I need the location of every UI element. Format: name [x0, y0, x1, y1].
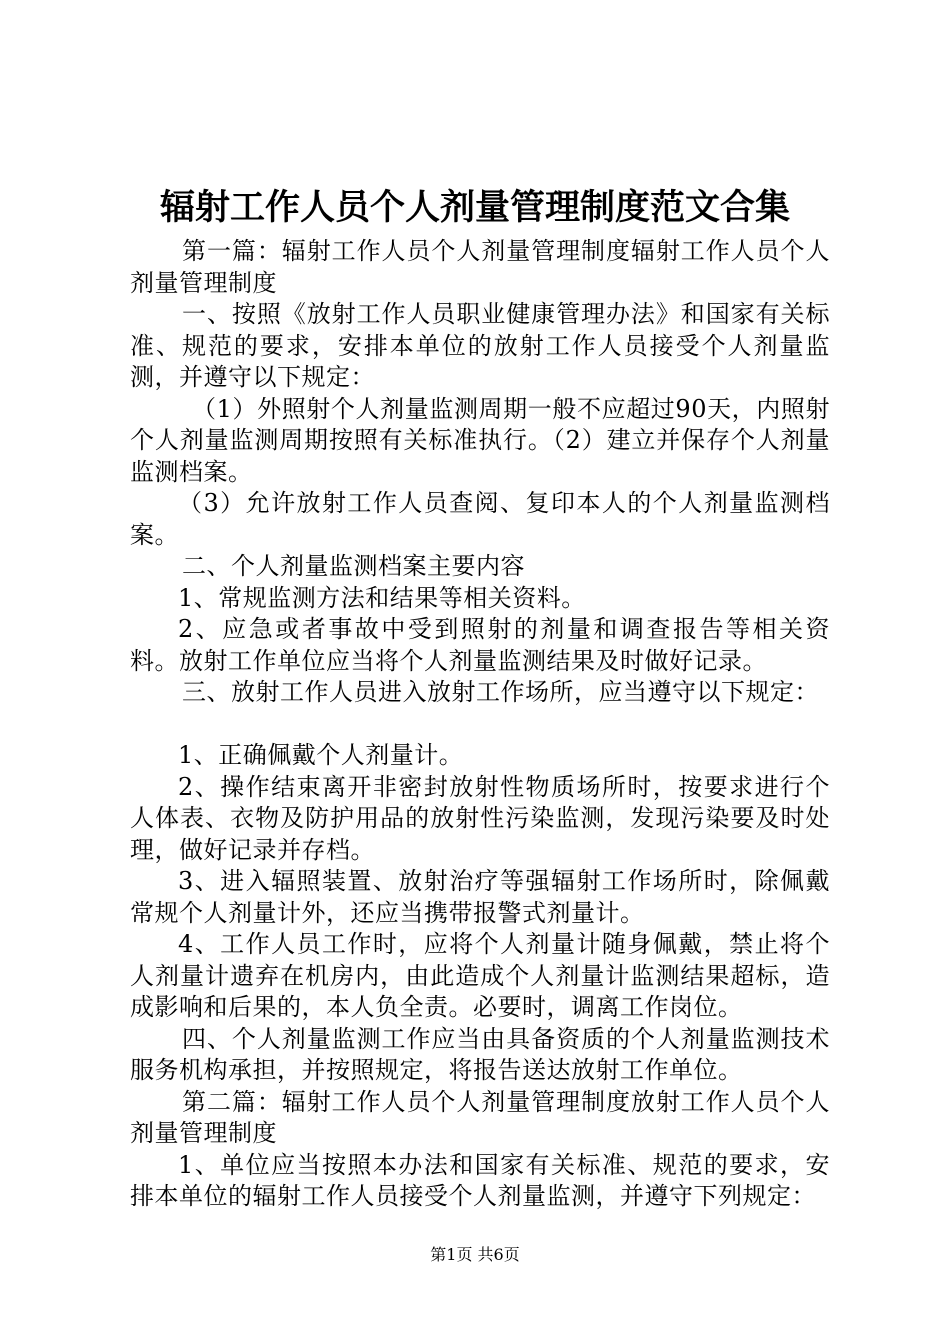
- paragraph-part-two-heading: 第二篇：辐射工作人员个人剂量管理制度放射工作人员个人剂量管理制度: [130, 1087, 830, 1147]
- paragraph-section-two: 二、个人剂量监测档案主要内容: [182, 552, 525, 580]
- paragraph-section-three: 三、放射工作人员进入放射工作场所，应当遵守以下规定：: [182, 678, 819, 706]
- paragraph-section-two-item-1: 1、常规监测方法和结果等相关资料。: [178, 583, 586, 612]
- paragraph-item-1-2: （1）外照射个人剂量监测周期一般不应超过90天，内照射个人剂量监测周期按照有关标准执行。（2）建立并保存个人剂量监测档案。: [130, 394, 830, 486]
- page-footer: 第1页 共6页: [430, 1245, 520, 1264]
- paragraph-section-three-item-3: 3、进入辐照装置、放射治疗等强辐射工作场所时，除佩戴常规个人剂量计外，还应当携带报警式剂量计。: [130, 867, 830, 927]
- paragraph-section-three-item-1: 1、正确佩戴个人剂量计。: [178, 741, 464, 769]
- paragraph-part-two-item-1: 1、单位应当按照本办法和国家有关标准、规范的要求，安排本单位的辐射工作人员接受个人剂量监测，并遵守下列规定：: [130, 1150, 830, 1210]
- blank-line: [130, 709, 830, 741]
- paragraph-item-3: （3）允许放射工作人员查阅、复印本人的个人剂量监测档案。: [130, 489, 830, 549]
- paragraph-section-three-item-2: 2、操作结束离开非密封放射性物质场所时，按要求进行个人体表、衣物及防护用品的放射性污染监测，发现污染要及时处理，做好记录并存档。: [130, 772, 830, 864]
- paragraph-section-four: 四、个人剂量监测工作应当由具备资质的个人剂量监测技术服务机构承担，并按照规定，将报告送达放射工作单位。: [130, 1024, 830, 1084]
- document-body: [130, 236, 830, 1213]
- paragraph-part-one-heading: 第一篇：辐射工作人员个人剂量管理制度辐射工作人员个人剂量管理制度: [130, 237, 830, 297]
- paragraph-section-two-item-2: 2、应急或者事故中受到照射的剂量和调查报告等相关资料。放射工作单位应当将个人剂量监测结果及时做好记录。: [130, 615, 830, 675]
- document-title: 辐射工作人员个人剂量管理制度范文合集: [159, 187, 790, 228]
- paragraph-section-one: 一、按照《放射工作人员职业健康管理办法》和国家有关标准、规范的要求，安排本单位的放射工作人员接受个人剂量监测，并遵守以下规定：: [130, 300, 830, 391]
- paragraph-section-three-item-4: 4、工作人员工作时，应将个人剂量计随身佩戴，禁止将个人剂量计遗弃在机房内，由此造成个人剂量计监测结果超标，造成影响和后果的，本人负全责。必要时，调离工作岗位。: [130, 930, 830, 1021]
